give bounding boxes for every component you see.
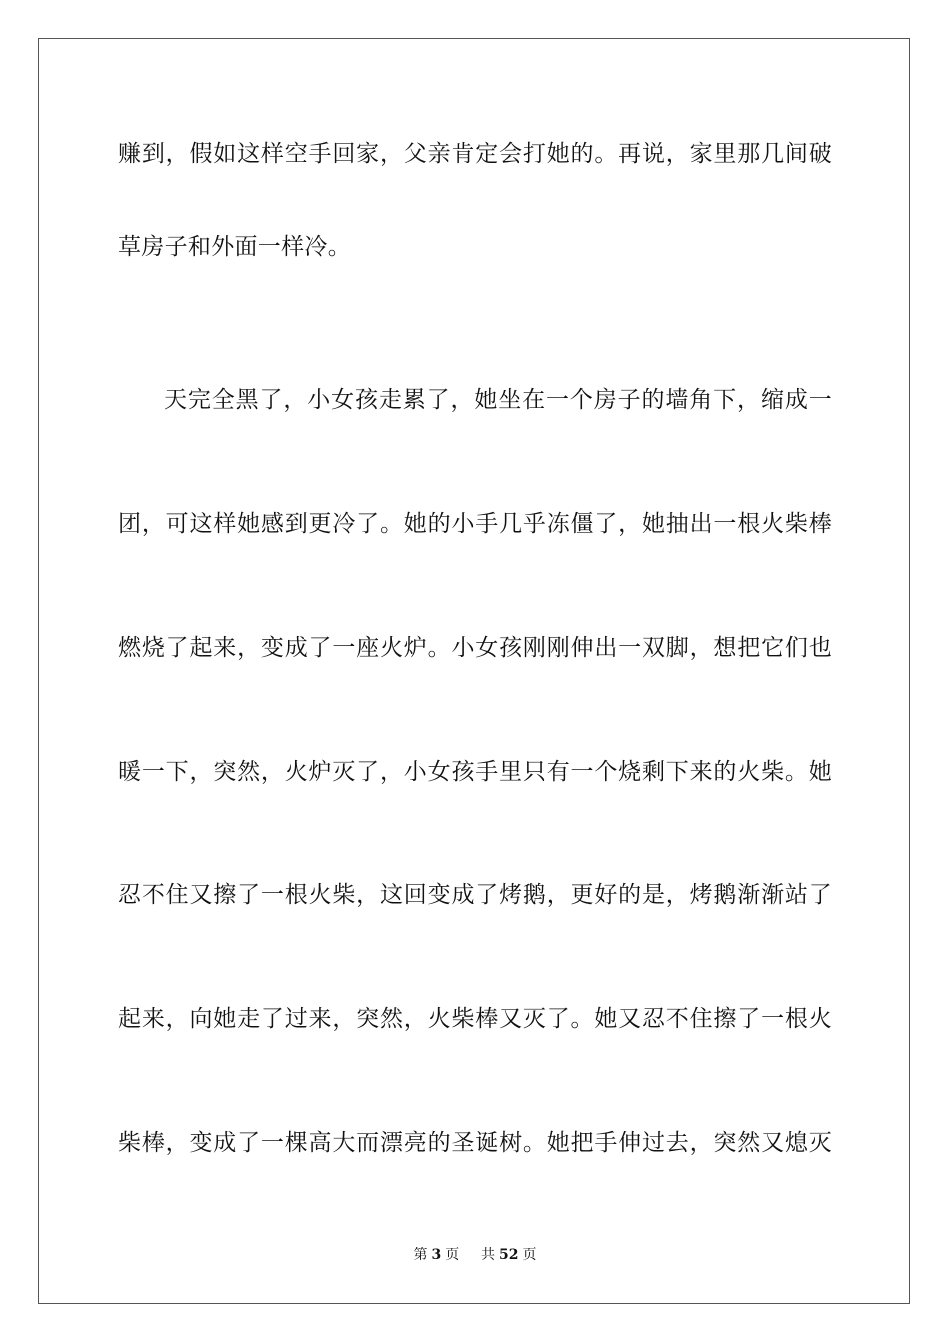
text-line-7: 忍不住又擦了一根火柴，这回变成了烤鹅，更好的是，烤鹅渐渐站了 xyxy=(118,882,832,908)
footer-total-suffix: 页 xyxy=(522,1247,537,1263)
text-line-5: 燃烧了起来，变成了一座火炉。小女孩刚刚伸出一双脚，想把它们也 xyxy=(118,635,832,661)
text-line-3: 天完全黑了，小女孩走累了，她坐在一个房子的墙角下，缩成一 xyxy=(164,387,832,413)
footer-page-prefix: 第 xyxy=(413,1247,428,1263)
footer-page-suffix: 页 xyxy=(445,1247,460,1263)
page-footer xyxy=(0,1246,950,1264)
page-border xyxy=(38,38,910,1304)
footer-total-prefix: 共 xyxy=(481,1247,496,1263)
footer-total-pages: 52 xyxy=(499,1247,519,1263)
text-line-6: 暖一下，突然，火炉灭了，小女孩手里只有一个烧剩下来的火柴。她 xyxy=(118,759,832,785)
text-line-8: 起来，向她走了过来，突然，火柴棒又灭了。她又忍不住擦了一根火 xyxy=(118,1006,832,1032)
text-line-1: 赚到，假如这样空手回家，父亲肯定会打她的。再说，家里那几间破 xyxy=(118,141,832,167)
text-line-4: 团，可这样她感到更冷了。她的小手几乎冻僵了，她抽出一根火柴棒 xyxy=(118,511,832,537)
text-line-9: 柴棒，变成了一棵高大而漂亮的圣诞树。她把手伸过去，突然又熄灭 xyxy=(118,1130,832,1156)
footer-page-number: 3 xyxy=(431,1247,442,1263)
text-line-2: 草房子和外面一样冷。 xyxy=(118,234,351,260)
